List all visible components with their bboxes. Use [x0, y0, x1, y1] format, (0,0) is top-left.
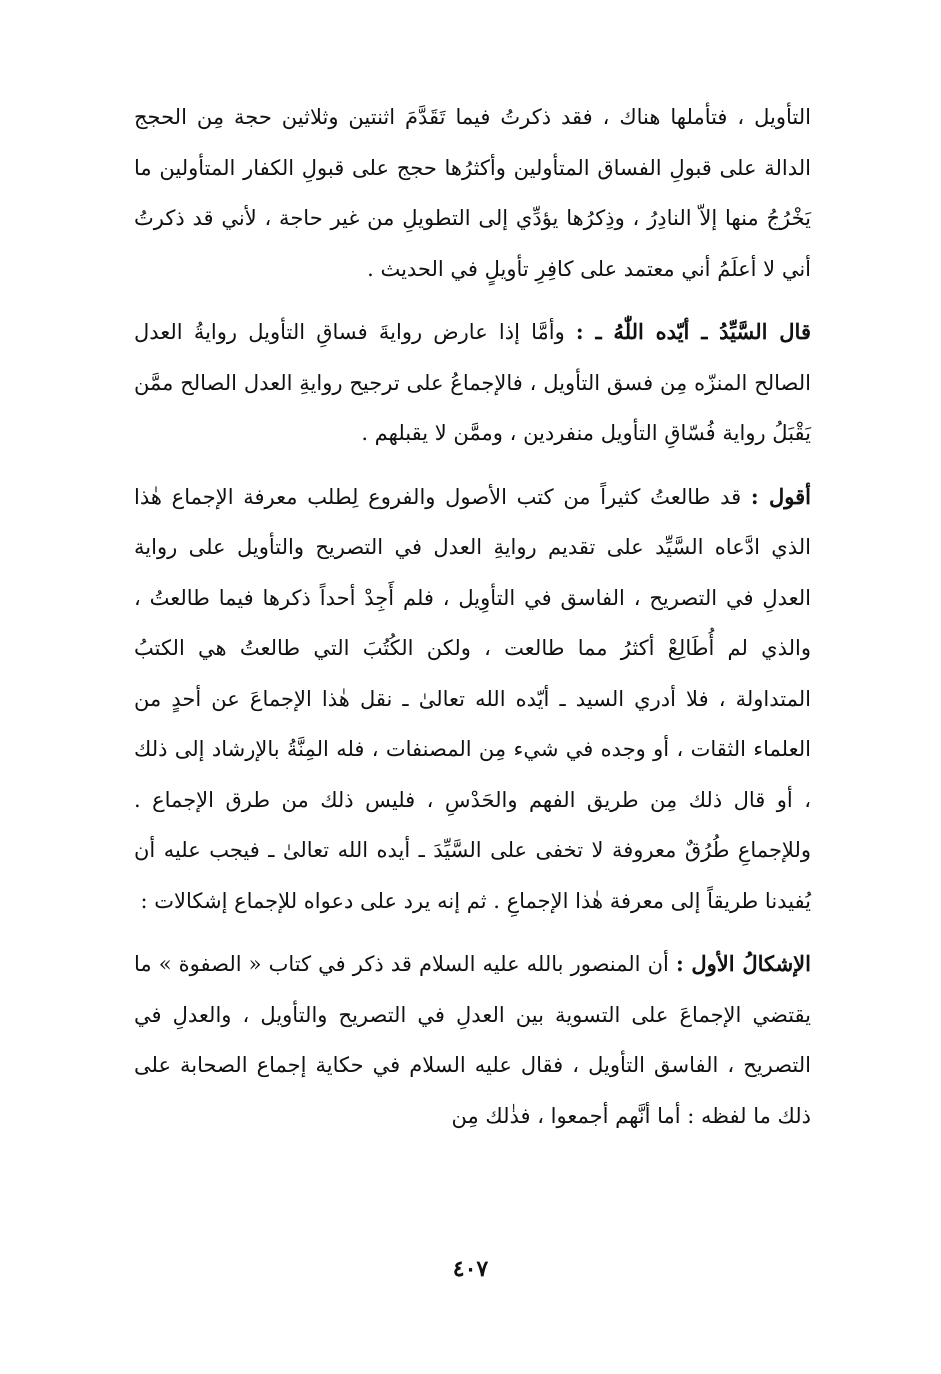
body-text: [134, 92, 811, 1141]
paragraph-3-text: قد طالعتُ كثيراً من كتب الأصول والفروع لِطلب معرفة الإجماع هٰذا الذي ادَّعاه السَّيِّد على تقديم روايةِ العدل في التصريح والتأويل على رواية العدلِ في التصريح ، الفاسق في التأوِيل ، فلم أَجِدْ أحداً ذكرها فيما طالعتُ ، والذي لم أُطَالِعْ أكثرُ مما طالعت ، ولكن الكُتُبَ التي طالعتُ هي الكتبُ المتداولة ، فلا أدري السيد ـ أيّده الله تعالىٰ ـ نقل هٰذا الإجماعَ عن أحدٍ من العلماء الثقات ، أو وجده في شيء مِن المصنفات ، فله المِنَّةُ بالإرشاد إلى ذلك ، أو قال ذلك مِن طريق الفهم والحَدْسِ ، فليس ذلك من طرق الإجماع . وللإجماعِ طُرُقٌ معروفة لا تخفى على السَّيِّدَ ـ أيده الله تعالىٰ ـ فيجب عليه أن يُفيدنا طريقاً إلى معرفة هٰذا الإجماعِ . ثم إنه يرد على دعواه للإجماع إشكالات :: [134, 484, 811, 913]
page-number: ٤٠٧: [452, 1256, 489, 1282]
paragraph-4-text: أن المنصور بالله عليه السلام قد ذكر في كتاب « الصفوة » ما يقتضي الإجماعَ على التسوية بين العدلِ في التصريح والتأويل ، والعدلِ في التصريح ، الفاسق التأويل ، فقال عليه السلام في حكاية إجماع الصحابة على ذلك ما لفظه : أما أنَّهم أجمعوا ، فذٰلك مِن: [134, 952, 811, 1128]
paragraph-3: [134, 472, 811, 927]
paragraph-1-text: التأويل ، فتأملها هناك ، فقد ذكرتُ فيما تَقَدَّمَ اثنتين وثلاثين حجة مِن الحجج الدالة على قبولِ الفساق المتأولين وأكثرُها حجج على قبولِ الكفار المتأولين ما يَخْرُجُ منها إلاّ النادِرُ ، وذِكرُها يؤدِّي إلى التطويلِ من غير حاجة ، لأني قد ذكرتُ أني لا أعلَمُ أني معتمد على كافِرِ تأويلٍ في الحديث .: [134, 105, 812, 281]
paragraph-2-text: وأمَّا إذا عارض روايةَ فساقِ التأويل روايةُ العدل الصالح المنزّه مِن فسق التأويل ، فالإجماعُ على ترجيح روايةِ العدل الصالح ممَّن يَقْبَلُ رواية فُسّاقِ التأويل منفردين ، وممَّن لا يقبلهم .: [134, 320, 811, 445]
paragraph-3-lead: أقول :: [750, 483, 812, 509]
paragraph-4-lead: الإشكالُ الأول :: [675, 951, 811, 976]
paragraph-4: [134, 939, 811, 1141]
paragraph-1: [134, 92, 811, 294]
paragraph-2: [134, 307, 811, 459]
paragraph-2-lead: قال السَّيِّدُ ـ أيّده اللّٰهُ ـ :: [575, 319, 811, 344]
